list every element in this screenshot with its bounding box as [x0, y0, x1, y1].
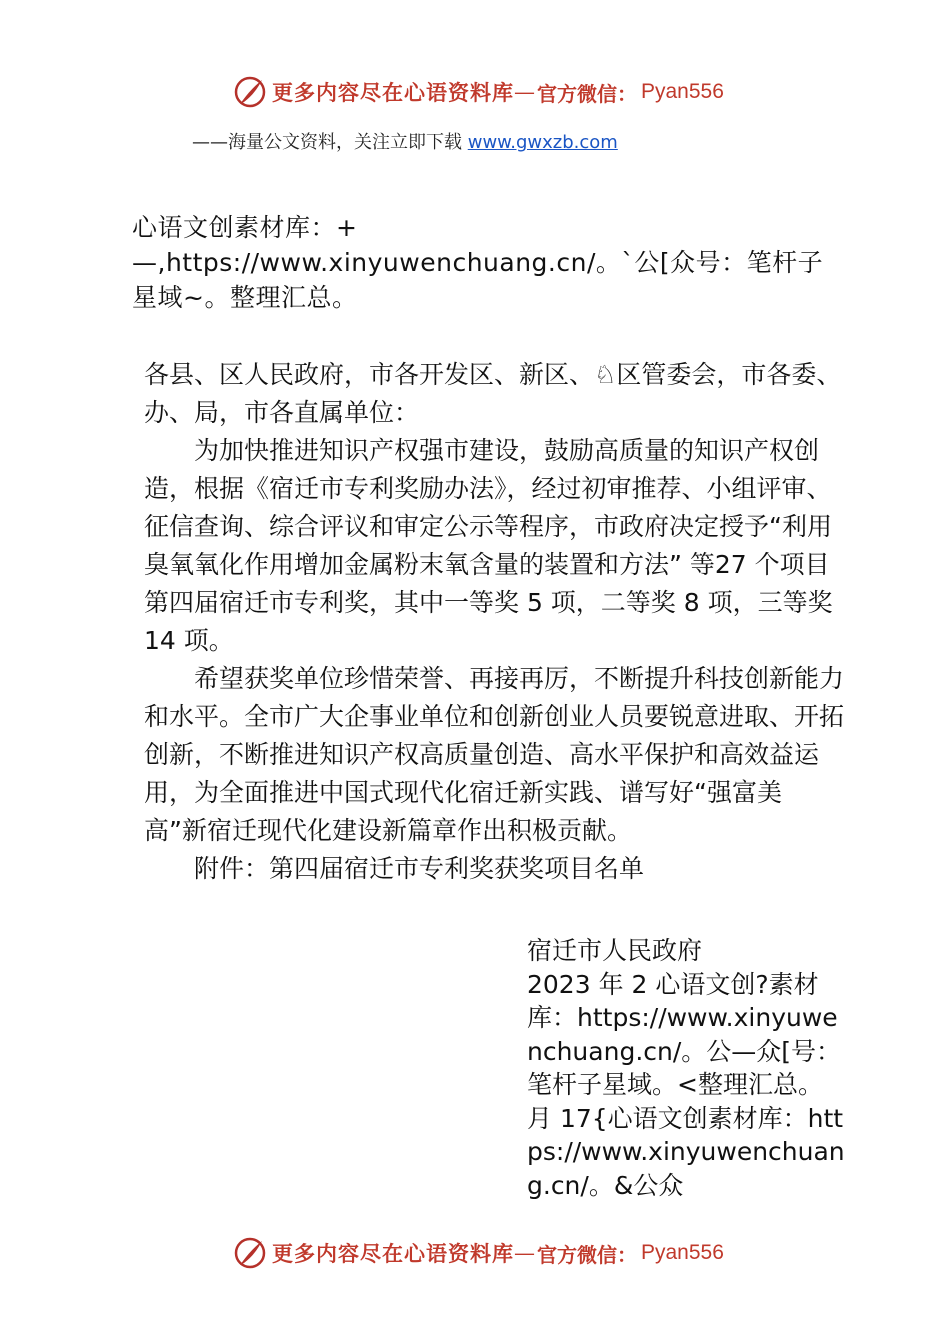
- banner-separator: —: [514, 80, 535, 104]
- paragraph-encouragement: 希望获奖单位珍惜荣誉、再接再厉，不断提升科技创新能力和水平。全市广大企事业单位和创新创业人员要锐意进取、开拓创新，不断推进知识产权高质量创造、高水平保护和高效益运用，为全面推进中国式现代化宿迁新实践、谱写好“强富美高”新宿迁现代化建设新篇章作出积极贡献。: [144, 664, 845, 845]
- attachment-line: 附件：第四届宿迁市专利奖获奖项目名单: [194, 854, 645, 883]
- banner-slogan: 更多内容尽在心语资料库: [272, 80, 514, 105]
- salutation: 各县、区人民政府，市各开发区、新区、♘区管委会，市各委、办、局，市各直属单位：: [144, 360, 842, 427]
- paragraph-award-decision: 为加快推进知识产权强市建设，鼓励高质量的知识产权创造，根据《宿迁市专利奖励办法》，经过初审推荐、小组评审、征信查询、综合评议和审定公示等程序，市政府决定授予“利用臭氧氧化作用增加金属粉末氧含量的装置和方法” 等27 个项目第四届宿迁市专利奖，其中一等奖 5 项，二等奖 8 项，三等奖 14 项。: [144, 436, 833, 655]
- quill-logo-icon: [232, 74, 268, 110]
- footer-separator: —: [514, 1241, 535, 1265]
- footer-wechat-id: Pyan556: [641, 1241, 724, 1264]
- subline-text: ——海量公文资料，关注立即下载: [192, 132, 468, 153]
- issuer-name: 宿迁市人民政府: [527, 936, 703, 965]
- header-banner: [232, 72, 724, 112]
- signature-block: [527, 934, 847, 1202]
- footer-wechat-label: 官方微信：: [537, 1242, 637, 1267]
- download-link[interactable]: www.gwxzb.com: [467, 132, 618, 153]
- quill-logo-icon: [232, 1235, 268, 1271]
- footer-slogan: 更多内容尽在心语资料库: [272, 1241, 514, 1266]
- footer-banner: [232, 1233, 724, 1273]
- issue-date-note: 2023 年 2 心语文创?素材库：https://www.xinyuwenchuang.cn/。公—众[号：笔杆子星域。<整理汇总。月 17{心语文创素材库：https://www.xinyuwenchuang.cn/。&公众: [527, 969, 845, 1200]
- banner-wechat-label: 官方微信：: [537, 81, 637, 106]
- document-body: [144, 356, 844, 888]
- download-subline: [192, 128, 618, 154]
- intro-note: 心语文创素材库：+—,https://www.xinyuwenchuang.cn/。`公[众号：笔杆子星域~。整理汇总。: [132, 213, 824, 312]
- banner-wechat-id: Pyan556: [641, 80, 724, 103]
